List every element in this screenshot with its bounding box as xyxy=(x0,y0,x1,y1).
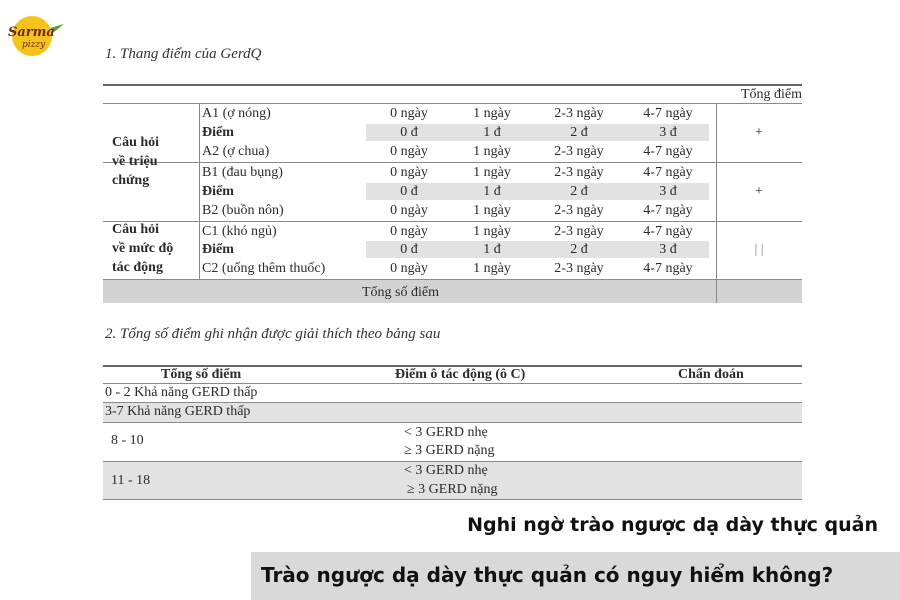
header-impact-score: Điểm ô tác động (ô C) xyxy=(395,367,526,382)
group-c-label-1: Câu hỏi xyxy=(112,222,160,237)
cell-score-2: 2 đ xyxy=(570,242,588,257)
caption-banner-text: Trào ngược dạ dày thực quản có nguy hiểm không? xyxy=(261,563,834,587)
gerd-interpretation-table xyxy=(103,365,802,500)
impact-severe: ≥ 3 GERD nặng xyxy=(407,482,498,497)
cell-day-1: 1 ngày xyxy=(473,165,511,180)
row-label: A2 (ợ chua) xyxy=(202,144,270,159)
cell-day-4-7: 4-7 ngày xyxy=(643,203,693,218)
caption-suspected-reflux: Nghi ngờ trào ngược dạ dày thực quản xyxy=(467,514,878,536)
impact-mild: < 3 GERD nhẹ xyxy=(404,425,488,440)
section2-title: 2. Tổng số điểm ghi nhận được giải thích theo bảng sau xyxy=(105,326,441,342)
cell-day-4-7: 4-7 ngày xyxy=(643,144,693,159)
cell-day-4-7: 4-7 ngày xyxy=(643,106,693,121)
cell-day-1: 1 ngày xyxy=(473,203,511,218)
cell-score-0: 0 đ xyxy=(400,184,418,199)
row-label: B2 (buồn nôn) xyxy=(202,203,284,218)
score-range: 0 - 2 Khả năng GERD thấp xyxy=(105,385,258,400)
row-label: C1 (khó ngủ) xyxy=(202,224,277,239)
cell-score-1: 1 đ xyxy=(483,184,501,199)
cell-day-2-3: 2-3 ngày xyxy=(554,203,604,218)
row-label-score: Điểm xyxy=(202,242,234,257)
group-a-label-1: Câu hỏi xyxy=(112,135,160,150)
group-a-label-2: về triệu xyxy=(112,154,158,169)
score-range: 8 - 10 xyxy=(111,433,144,448)
cell-score-0: 0 đ xyxy=(400,242,418,257)
cell-day-4-7: 4-7 ngày xyxy=(643,261,693,276)
cell-score-3: 3 đ xyxy=(659,184,677,199)
impact-mild: < 3 GERD nhẹ xyxy=(404,463,488,478)
row-label-score: Điểm xyxy=(202,125,234,140)
cell-score-3: 3 đ xyxy=(659,125,677,140)
cell-day-0: 0 ngày xyxy=(390,106,428,121)
cell-score-2: 2 đ xyxy=(570,184,588,199)
cell-score-1: 1 đ xyxy=(483,242,501,257)
total-score-footer: Tổng số điểm xyxy=(362,285,439,300)
cell-day-1: 1 ngày xyxy=(473,261,511,276)
group-a-label-3: chứng xyxy=(112,173,150,188)
gerdq-score-table xyxy=(103,84,802,304)
cell-day-2-3: 2-3 ngày xyxy=(554,106,604,121)
impact-severe: ≥ 3 GERD nặng xyxy=(404,443,495,458)
cell-day-0: 0 ngày xyxy=(390,203,428,218)
cell-day-2-3: 2-3 ngày xyxy=(554,165,604,180)
cell-day-0: 0 ngày xyxy=(390,224,428,239)
row-label-score: Điểm xyxy=(202,184,234,199)
section1-title: 1. Thang điểm của GerdQ xyxy=(105,46,262,62)
total-symbol-b: + xyxy=(755,184,763,199)
header-total-score: Tổng điểm xyxy=(740,87,802,102)
caption-banner xyxy=(251,552,900,600)
cell-day-1: 1 ngày xyxy=(473,144,511,159)
cell-day-4-7: 4-7 ngày xyxy=(643,224,693,239)
logo-text-1: Sarma xyxy=(8,25,55,40)
cell-score-0: 0 đ xyxy=(400,125,418,140)
cell-score-3: 3 đ xyxy=(659,242,677,257)
cell-day-0: 0 ngày xyxy=(390,261,428,276)
total-symbol-c: | | xyxy=(754,242,764,257)
header-total-score: Tổng số điểm xyxy=(161,367,242,382)
header-diagnosis: Chẩn đoán xyxy=(678,367,744,382)
cell-day-0: 0 ngày xyxy=(390,144,428,159)
brand-logo xyxy=(6,14,66,60)
cell-day-2-3: 2-3 ngày xyxy=(554,224,604,239)
row-label: C2 (uống thêm thuốc) xyxy=(202,261,326,276)
cell-day-1: 1 ngày xyxy=(473,224,511,239)
score-range: 11 - 18 xyxy=(111,473,151,488)
row-label: A1 (ợ nóng) xyxy=(202,106,271,121)
total-symbol-a: + xyxy=(755,125,763,140)
cell-day-2-3: 2-3 ngày xyxy=(554,144,604,159)
row-label: B1 (đau bụng) xyxy=(202,165,283,180)
cell-day-1: 1 ngày xyxy=(473,106,511,121)
score-range: 3-7 Khả năng GERD thấp xyxy=(105,404,251,419)
group-c-label-2: về mức độ xyxy=(112,241,174,256)
footer-bg xyxy=(103,279,802,303)
group-c-label-3: tác động xyxy=(112,260,163,275)
logo-text-2: pizzy xyxy=(22,40,46,50)
cell-score-1: 1 đ xyxy=(483,125,501,140)
cell-day-4-7: 4-7 ngày xyxy=(643,165,693,180)
cell-day-2-3: 2-3 ngày xyxy=(554,261,604,276)
cell-score-2: 2 đ xyxy=(570,125,588,140)
cell-day-0: 0 ngày xyxy=(390,165,428,180)
